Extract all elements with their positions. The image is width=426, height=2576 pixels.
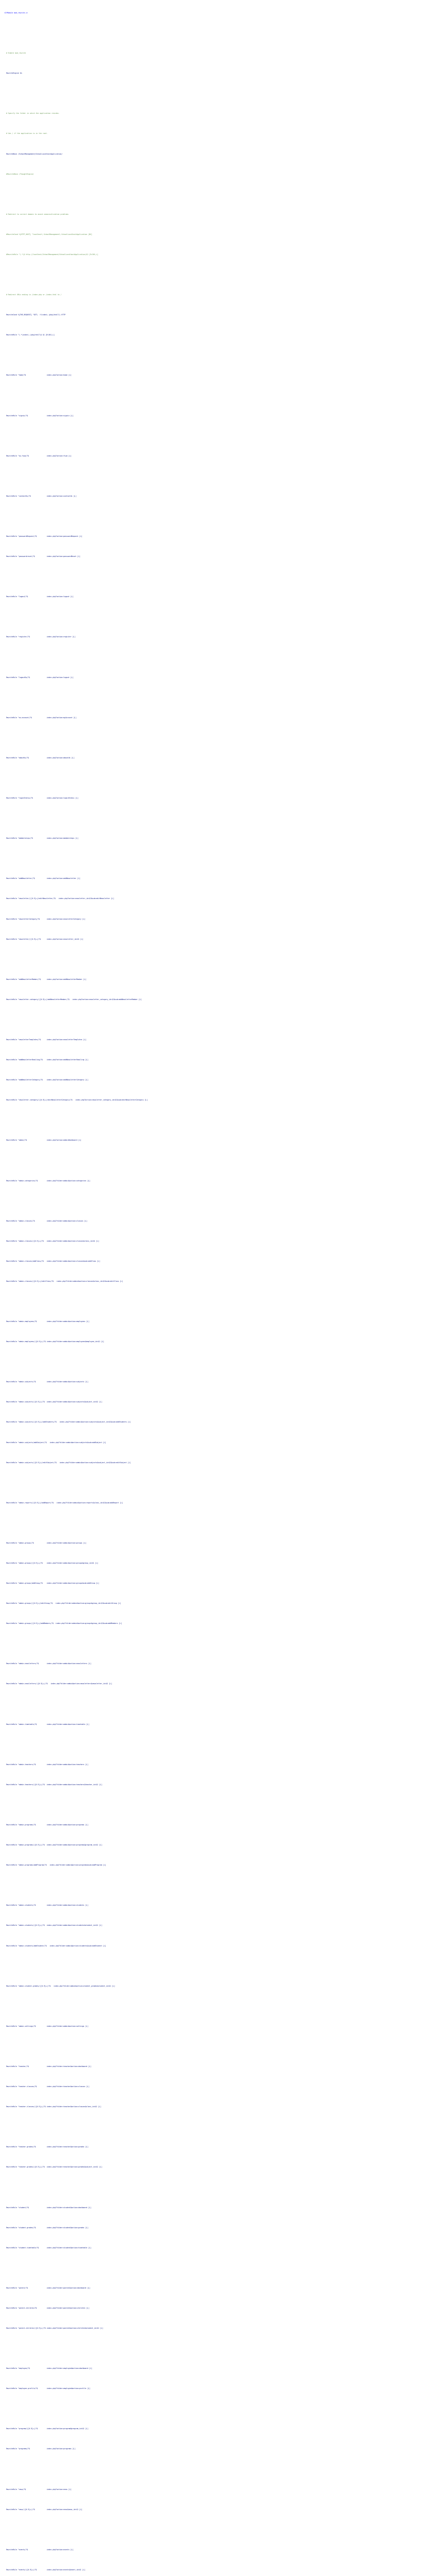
code-line: RewriteRule ^admin-newsletters/?$ index.php?folder=admin&action=newsletters [L] <box>4 1663 91 1665</box>
code-line <box>4 648 422 668</box>
code-line <box>4 1352 422 1372</box>
code-line: RewriteRule ^events/?$ index.php?action=events [L] <box>4 2548 74 2551</box>
code-line: RewriteRule ^admin-programs/addProgram/?$ index.php?folder=admin&action=programs&sub=addProgram [L] <box>4 1864 106 1867</box>
code-line: RewriteRule ^parent-children/?$ index.php?folder=parent&action=children [L] <box>4 2307 90 2309</box>
code-line <box>4 1875 422 1895</box>
code-line: # Redirect to correct domain to avoid canonicalization problems <box>4 213 69 215</box>
code-line: #RewriteBase /ThoughtEngine/ <box>4 173 34 175</box>
code-line: RewriteRule ^admin-groups/([0-9]+)/addMembers/?$ index.php?folder=admin&action=groups&group_id=$1&sub=addMembers [L] <box>4 1622 122 1625</box>
code-line <box>4 426 422 446</box>
code-line: # Redirect URLs ending in /index.php or /index.html to / <box>4 294 62 296</box>
code-line: RewriteRule ^memberships/?$ index.php?action=memberships [L] <box>4 837 78 840</box>
code-line: RewriteRule ^passwordRequest/?$ index.php?action=passwordRequest [L] <box>4 535 83 538</box>
code-line: RewriteRule ^admin-subjects/([0-9]+)/?$ index.php?folder=admin&action=subjects&subject_id=$1 [L] <box>4 1401 102 1403</box>
code-line: RewriteRule ^admin-teachers/?$ index.php?folder=admin&action=teachers [L] <box>4 1763 89 1766</box>
code-line <box>4 2460 422 2480</box>
code-line <box>4 1634 422 1654</box>
code-line <box>4 1110 422 1130</box>
code-line: RewriteRule ^teacher-grades/?$ index.php?folder=teacher&action=grades [L] <box>4 2146 89 2148</box>
code-line: RewriteRule ^admin-categories/?$ index.php?folder=admin&action=categories [L] <box>4 1179 90 1182</box>
code-line <box>4 2338 422 2359</box>
code-line <box>4 1996 422 2016</box>
code-line: RewriteRule ^admin-students/?$ index.php?folder=admin&action=students [L] <box>4 1904 89 1907</box>
code-line: RewriteRule ^loginStatus/?$ index.php?action=loginStatus [L] <box>4 797 78 800</box>
code-line: # Enable mod_rewrite <box>4 52 26 55</box>
code-line <box>4 607 422 627</box>
code-line: RewriteRule ^logoutGo/?$ index.php?action=logout [L] <box>4 676 74 679</box>
code-line <box>4 1735 422 1755</box>
code-line <box>4 950 422 970</box>
code-line: RewriteEngine On <box>4 72 22 75</box>
code-line: RewriteRule ^admin-groups/addGroup/?$ index.php?folder=admin&action=groups&sub=addGroup [L] <box>4 1582 100 1585</box>
code-line <box>4 849 422 869</box>
code-line <box>4 1694 422 1715</box>
code-line: RewriteRule ^addNewsletter/?$ index.php?action=addNewsletter [L] <box>4 877 80 880</box>
code-line <box>4 1150 422 1171</box>
code-line <box>4 184 422 205</box>
code-line <box>4 1513 422 1533</box>
code-line: RewriteRule ^au-account/?$ index.php?action=myAccount [L] <box>4 716 77 719</box>
code-line: RewriteRule ^admin-student-grades/([0-9]+)/?$ index.php?folder=admin&action=student_grades&student_id=$1 [L] <box>4 1985 115 1987</box>
code-line: RewriteRule ^news/([0-9]+)/?$ index.php?action=news&news_id=$1 [L] <box>4 2508 83 2511</box>
code-line: # Specify the folder in which the application resides. <box>4 112 60 115</box>
code-line: RewriteRule ^admin-groups/([0-9]+)/?$ index.php?folder=admin&action=groups&group_id=$1 [L] <box>4 1562 99 1565</box>
code-line <box>4 567 422 587</box>
code-line <box>4 466 422 486</box>
code-line <box>4 768 422 788</box>
code-line: RewriteRule ^student-timetable/?$ index.php?folder=student&action=timetable [L] <box>4 2246 91 2249</box>
code-line: RewriteRule ^teacher/?$ index.php?folder=teacher&action=dashboard [L] <box>4 2065 91 2067</box>
code-line: RewriteRule ^newsletter-category/([0-9]+)/editNewsletterCategory/?$ index.php?action=newsletter_category_id=$1&sub=editNewsletterCategory [L] <box>4 1099 148 1101</box>
code-line: RewriteRule ^addNewsletterCategory/?$ index.php?action=addNewsletterCategory [L] <box>4 1079 89 1081</box>
code-line: RewriteRule ^programs/?$ index.php?action=programs [L] <box>4 2448 76 2450</box>
code-line: RewriteRule ^teacher-grades/([0-9]+)/?$ index.php?folder=teacher&action=grades&subject_id=$1 [L] <box>4 2166 102 2168</box>
code-line: RewriteRule ^admin-groups/([0-9]+)/editGroup/?$ index.php?folder=admin&action=groups&group_id=$1&sub=editGroup [L] <box>4 1602 121 1605</box>
code-line: RewriteBase /SchoolManagement/SchoolLocalhostApplication/ <box>4 152 63 155</box>
code-line: RewriteRule ^admin-subjects/([0-9]+)/addStudents/?$ index.php?folder=admin&action=subjects&subject_id=$1&sub=addStudents [L] <box>4 1421 131 1423</box>
code-line: RewriteRule ^admin-reports/([0-9]+)/addReport/?$ index.php?folder=admin&action=reports&class_id=$1&sub=addReport [L] <box>4 1501 123 1504</box>
code-line: RewriteRule ^au-fsub/?$ index.php?action=fsub [L] <box>4 454 72 457</box>
code-line: RewriteRule ^student-grades/?$ index.php?folder=student&action=grades [L] <box>4 2226 89 2229</box>
code-line <box>4 1473 422 1493</box>
code-line: RewriteRule ^admin-settings/?$ index.php?folder=admin&action=settings [L] <box>4 2025 89 2027</box>
code-line <box>4 385 422 405</box>
code-line: RewriteRule ^admin-classes/([0-9]+)/editClass/?$ index.php?folder=admin&action=classes&class_id=$1&sub=editClass [L] <box>4 1280 123 1282</box>
code-line <box>4 2177 422 2197</box>
code-line: RewriteRule ^admin-subjects/?$ index.php?folder=admin&action=subjects [L] <box>4 1381 89 1383</box>
code-line: RewriteRule ^newsletter/([0-9]+)/editNewsletter/?$ index.php?action=newsletter_id=$1&sub=editNewsletter [L] <box>4 897 114 900</box>
code-line <box>4 728 422 748</box>
code-line <box>4 688 422 708</box>
code-line <box>4 2258 422 2278</box>
code-line: # Use / if the application is in the root. <box>4 132 48 135</box>
code-line: #RewriteCond %{HTTP_HOST} ^localhost\.SchoolManagement\.SchoolLocalhostApplication [NC] <box>4 233 92 235</box>
code-line: RewriteRule ^register/?$ index.php?action=register [L] <box>4 636 76 638</box>
code-line: RewriteRule ^newsletterCategory/?$ index.php?action=newsletterCategory [L] <box>4 918 86 920</box>
code-line: RewriteRule ^addNewsletterMember/?$ index.php?action=addNewsletterMember [L] <box>4 978 87 980</box>
code-line: RewriteRule ^news/?$ index.php?action=news [L] <box>4 2488 72 2490</box>
code-line: RewriteRule ^admin-employees/?$ index.php?folder=admin&action=employees [L] <box>4 1320 90 1323</box>
code-line: RewriteRule ^admin-students/addStudent/?$ index.php?folder=admin&action=students&sub=addStudent [L] <box>4 1944 106 1947</box>
code-line <box>4 808 422 828</box>
code-line: RewriteRule ^admin-teachers/([0-9]+)/?$ index.php?folder=admin&action=teachers&teacher_id=$1 [L] <box>4 1783 102 1786</box>
code-line: #RewriteRule ^(.*)$ http://localhost/SchoolManagement/SchoolLocalhostApplication/$1 [R=301,L] <box>4 253 99 256</box>
code-line <box>4 1010 422 1030</box>
code-line: RewriteCond %{THE_REQUEST} ^GET\ .*/index\.(php|html?)\ HTTP <box>4 314 65 316</box>
code-line: RewriteRule ^admin-timetable/?$ index.php?folder=admin&action=timetable [L] <box>4 1723 90 1725</box>
code-line: RewriteRule ^program/([0-9]+)/?$ index.php?action=program&program_id=$1 [L] <box>4 2428 89 2430</box>
code-line <box>4 506 422 527</box>
code-line: RewriteRule ^contactUs/?$ index.php?action=contactUs [L] <box>4 495 77 497</box>
code-line <box>4 23 422 43</box>
code-line: RewriteRule ^newsletter/([0-9]+)/?$ index.php?action=newsletter_id=$1 [L] <box>4 938 84 940</box>
code-line <box>4 1292 422 1312</box>
code-line <box>4 2399 422 2419</box>
code-line: RewriteRule ^employee/?$ index.php?folder=employee&action=dashboard [L] <box>4 2367 92 2370</box>
code-line: RewriteRule ^newsletter-category/([0-9]+)/addNewsletterMember/?$ index.php?action=newsletter_category_id=$1&sub=addNewsletterMember [L] <box>4 998 142 1001</box>
code-line: RewriteRule ^logout/?$ index.php?action=logout [L] <box>4 596 74 598</box>
code-line: RewriteRule ^parent-children/([0-9]+)/?$ index.php?folder=parent&action=children&student_id=$1 [L] <box>4 2327 103 2329</box>
code-line: RewriteRule ^newsletterTemplates/?$ index.php?action=newsletterTemplates [L] <box>4 1038 87 1041</box>
code-line <box>4 83 422 104</box>
code-line <box>4 1191 422 1211</box>
code-line <box>4 2117 422 2137</box>
code-line <box>4 1795 422 1815</box>
code-line: RewriteRule ^addNewsletterEmailing/?$ index.php?action=addNewsletterEmailing [L] <box>4 1059 89 1061</box>
code-line: RewriteRule ^student/?$ index.php?folder=student&action=dashboard [L] <box>4 2206 91 2209</box>
code-line: RewriteRule ^aboutUs/?$ index.php?action=aboutUs [L] <box>4 756 75 759</box>
code-line: RewriteRule ^home/?$ index.php?action=home [L] <box>4 374 72 377</box>
code-line: RewriteRule ^teacher-classes/([0-9]+)/?$ index.php?folder=teacher&action=classes&class_id=$1 [L] <box>4 2106 102 2108</box>
code-line: RewriteRule ^admin-subjects/([0-9]+)/editSubject/?$ index.php?folder=admin&action=subjects&subject_id=$1&sub=editSubject [L] <box>4 1461 131 1464</box>
code-line: RewriteRule ^parent/?$ index.php?folder=parent&action=dashboard [L] <box>4 2286 90 2289</box>
code-line <box>4 2037 422 2057</box>
code-line: RewriteRule ^admin-programs/?$ index.php?folder=admin&action=programs [L] <box>4 1824 89 1826</box>
code-line <box>4 265 422 285</box>
code-line: RewriteRule ^admin-newsletters/([0-9]+)/?$ index.php?folder=admin&action=newsletters&newsletter_id=$1 [L] <box>4 1683 112 1685</box>
code-line: RewriteRule ^admin-students/([0-9]+)/?$ index.php?folder=admin&action=students&student_id=$1 [L] <box>4 1924 102 1927</box>
code-line: RewriteRule ^events/([0-9]+)/?$ index.php?action=events&event_id=$1 [L] <box>4 2568 86 2571</box>
code-line: RewriteRule ^admin-classes/([0-9]+)/?$ index.php?folder=admin&action=classes&class_id=$1 [L] <box>4 1240 100 1242</box>
code-line: RewriteRule ^passwordreset/?$ index.php?action=passwordReset [L] <box>4 555 80 558</box>
code-line: RewriteRule ^admin-programs/([0-9]+)/?$ index.php?folder=admin&action=programs&program_id=$1 [L] <box>4 1844 102 1846</box>
code-line: RewriteRule ^signin/?$ index.php?action=signin [L] <box>4 414 74 417</box>
code-line <box>4 345 422 365</box>
code-line: RewriteRule ^admin-groups/?$ index.php?folder=admin&action=groups [L] <box>4 1541 87 1544</box>
code-line: RewriteRule ^admin-employees/([0-9]+)/?$ index.php?folder=admin&action=employees&employee_id=$1 [L] <box>4 1341 104 1343</box>
code-line: RewriteRule ^admin-classes/addClass/?$ index.php?folder=admin&action=classes&sub=addClass [L] <box>4 1260 101 1262</box>
code-line: RewriteRule ^admin-classes/?$ index.php?folder=admin&action=classes [L] <box>4 1219 88 1222</box>
code-line: <IfModule mod_rewrite.c> <box>4 12 28 14</box>
code-line <box>4 2520 422 2540</box>
code-line: RewriteRule ^teacher-classes/?$ index.php?folder=teacher&action=classes [L] <box>4 2086 90 2088</box>
code-line: RewriteRule ^employee-profile/?$ index.php?folder=employee&action=profile [L] <box>4 2387 90 2390</box>
code-line <box>4 1956 422 1976</box>
code-line: RewriteRule ^admin/?$ index.php?action=adminDashboard [L] <box>4 1139 81 1142</box>
code-line: RewriteRule ^(.*)index\.(php|html?)$ $1 [R=301,L] <box>4 334 55 336</box>
code-line: RewriteRule ^admin-subjects/addSubject/?$ index.php?folder=admin&action=subjects&sub=addSubject [L] <box>4 1441 106 1444</box>
